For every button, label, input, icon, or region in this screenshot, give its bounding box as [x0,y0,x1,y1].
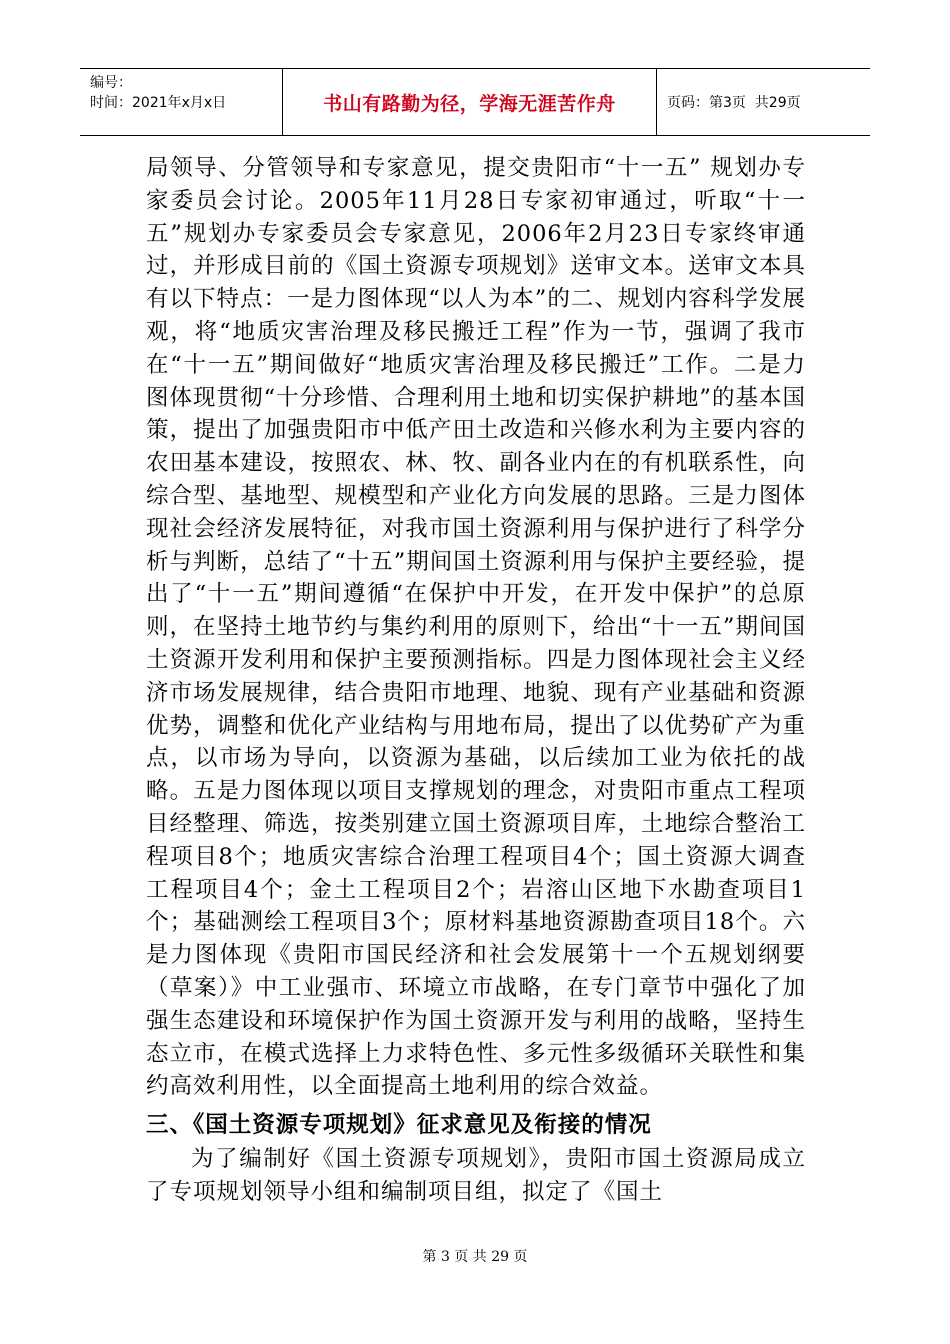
document-body [146,152,806,1209]
body-paragraph: 为了编制好《国土资源专项规划》，贵阳市国土资源局成立了专项规划领导小组和编制项目组，拟定了《国土 [146,1146,806,1205]
header-motto: 书山有路勤为径，学海无涯苦作舟 [283,69,657,135]
number-label: 编号： [90,75,132,91]
header-meta [80,69,283,135]
section-heading: 三、《国土资源专项规划》征求意见及衔接的情况 [146,1112,652,1139]
date-line: 时间：2021年x月x日 [90,95,227,111]
page-header [80,68,870,136]
body-paragraph: 局领导、分管领导和专家意见，提交贵阳市“十一五” 规划办专家委员会讨论。2005年11月28日专家初审通过，听取“十一五”规划办专家委员会专家意见，2006年2月23日专家终审通过，并形成目前的《国土资源专项规划》送审文本。送审文本具有以下特点：一是力图体现“以人为本”的二、规划内容科学发展观，将“地质灾害治理及移民搬迁工程”作为一节，强调了我市在“十一五”期间做好“地质灾害治理及移民搬迁”工作。二是力图体现贯彻“十分珍惜、合理利用土地和切实保护耕地”的基本国策，提出了加强贵阳市中低产田土改造和兴修水利为主要内容的农田基本建设，按照农、林、牧、副各业内在的有机联系性，向综合型、基地型、规模型和产业化方向发展的思路。三是力图体现社会经济发展特征，对我市国土资源利用与保护进行了科学分析与判断，总结了“十五”期间国土资源利用与保护主要经验，提出了“十一五”期间遵循“在保护中开发，在开发中保护”的总原则，在坚持土地节约与集约利用的原则下，给出“十一五”期间国土资源开发利用和保护主要预测指标。四是力图体现社会主义经济市场发展规律，结合贵阳市地理、地貌、现有产业基础和资源优势，调整和优化产业结构与用地布局，提出了以优势矿产为重点，以市场为导向，以资源为基础，以后续加工业为依托的战略。五是力图体现以项目支撑规划的理念，对贵阳市重点工程项目经整理、筛选，按类别建立国土资源项目库，土地综合整治工程项目8个；地质灾害综合治理工程项目4个；国土资源大调查工程项目4个；金土工程项目2个；岩溶山区地下水勘查项目1个；基础测绘工程项目3个；原材料基地资源勘查项目18个。六是力图体现《贵阳市国民经济和社会发展第十一个五规划纲要（草案）》中工业强市、环境立市战略，在专门章节中强化了加强生态建设和环境保护作为国土资源开发与利用的战略，坚持生态立市，在模式选择上力求特色性、多元性多级循环关联性和集约高效利用性，以全面提高土地利用的综合效益。 [146,155,806,1100]
page-footer: 第 3 页 共 29 页 [422,1249,528,1265]
page-info-text: 页码：第3页 共29页 [667,95,801,111]
header-page-info [657,69,870,135]
